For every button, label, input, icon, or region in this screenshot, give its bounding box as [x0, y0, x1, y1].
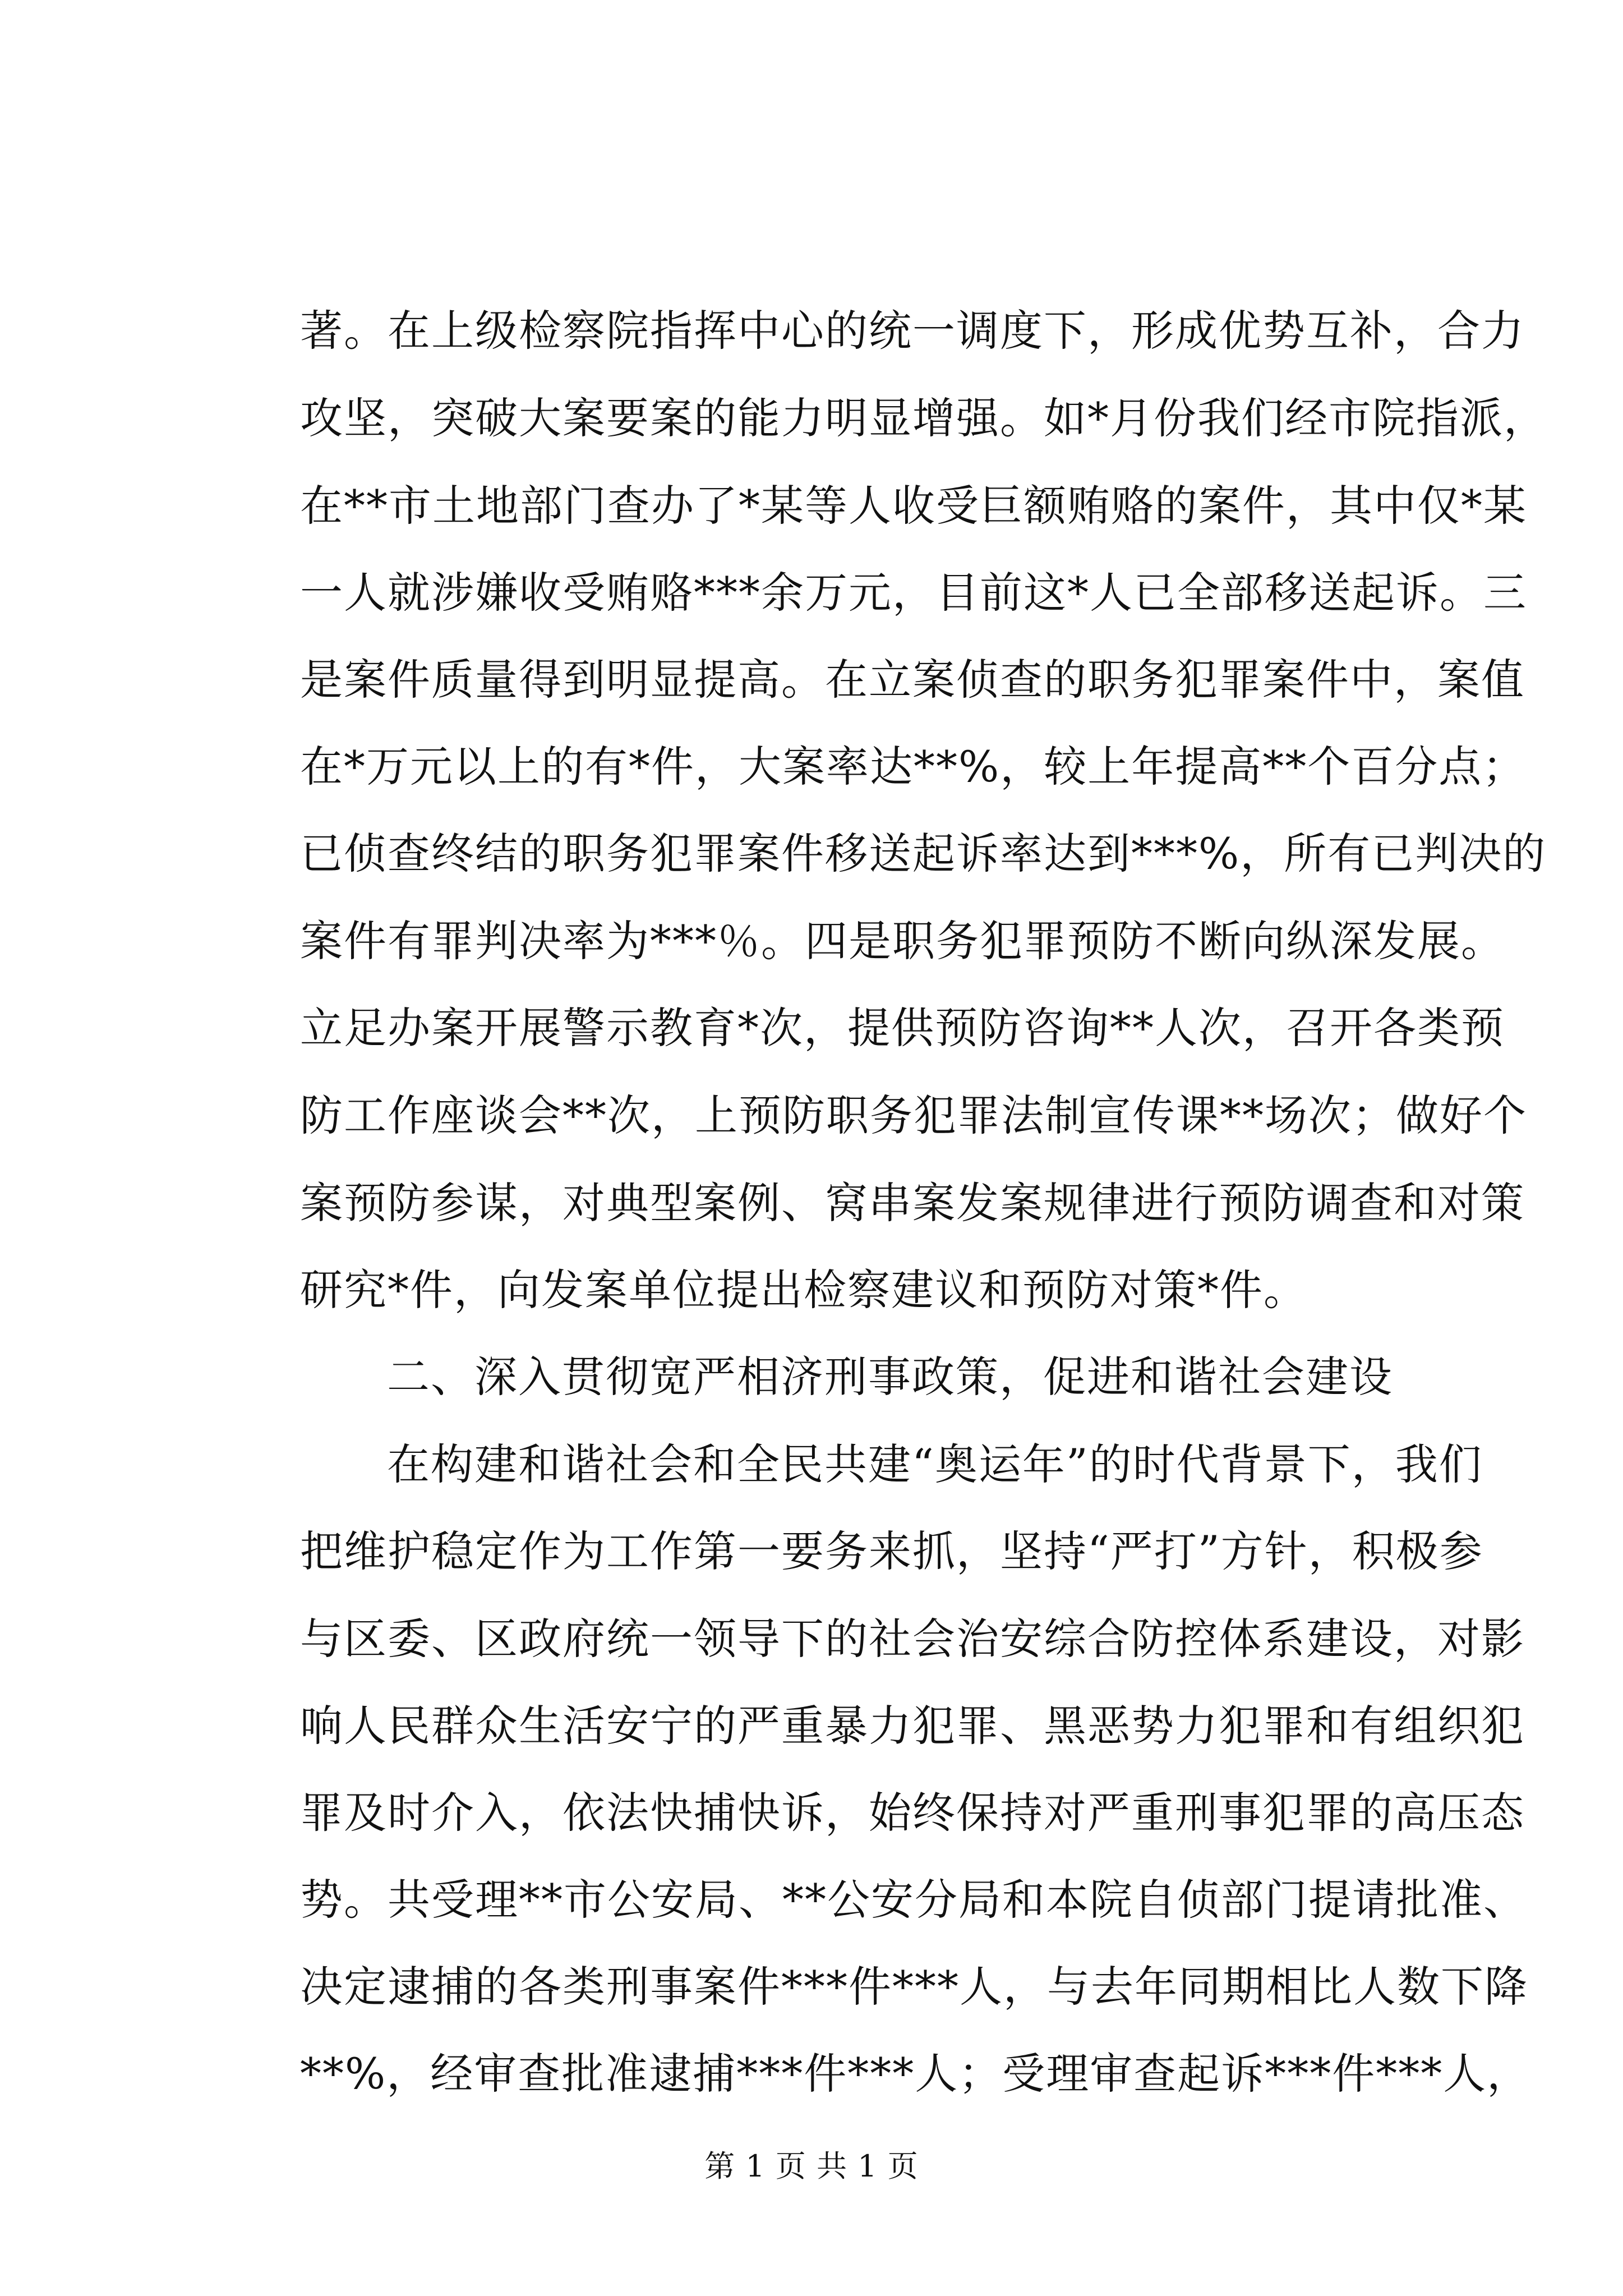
body-line-11: 案预防参谋，对典型案例、窝串案发案规律进行预防调查和对策 — [300, 1178, 1525, 1228]
body-line-18: 罪及时介入，依法快捕快诉，始终保持对严重刑事犯罪的高压态 — [300, 1788, 1525, 1838]
body-line-1: 著。在上级检察院指挥中心的统一调度下，形成优势互补，合力 — [300, 306, 1525, 356]
body-line-14: 在构建和谐社会和全民共建“奥运年”的时代背景下，我们 — [387, 1439, 1483, 1489]
body-line-15: 把维护稳定作为工作第一要务来抓，坚持“严打”方针，积极参 — [300, 1526, 1483, 1576]
body-line-10: 防工作座谈会**次，上预防职务犯罪法制宣传课**场次；做好个 — [300, 1091, 1527, 1140]
page-number-footer: 第 1 页 共 1 页 — [704, 2148, 919, 2184]
section-heading: 二、深入贯彻宽严相济刑事政策，促进和谐社会建设 — [387, 1352, 1393, 1402]
body-line-17: 响人民群众生活安宁的严重暴力犯罪、黑恶势力犯罪和有组织犯 — [300, 1701, 1525, 1751]
body-line-20: 决定逮捕的各类刑事案件***件***人，与去年同期相比人数下降 — [300, 1962, 1528, 2012]
body-line-16: 与区委、区政府统一领导下的社会治安综合防控体系建设，对影 — [300, 1614, 1525, 1664]
body-line-6: 在*万元以上的有*件，大案率达**%，较上年提高**个百分点； — [300, 742, 1527, 792]
body-line-3: 在**市土地部门查办了*某等人收受巨额贿赂的案件，其中仅*某 — [300, 481, 1527, 531]
body-line-8: 案件有罪判决率为***％。四是职务犯罪预防不断向纵深发展。 — [300, 916, 1505, 966]
body-line-9: 立足办案开展警示教育*次，提供预防咨询**人次，召开各类预 — [300, 1003, 1505, 1053]
body-line-5: 是案件质量得到明显提高。在立案侦查的职务犯罪案件中，案值 — [300, 655, 1525, 705]
body-line-2: 攻坚，突破大案要案的能力明显增强。如*月份我们经市院指派， — [300, 393, 1547, 443]
body-line-4: 一人就涉嫌收受贿赂***余万元，目前这*人已全部移送起诉。三 — [300, 568, 1527, 618]
body-line-7: 已侦查终结的职务犯罪案件移送起诉率达到***%，所有已判决的 — [300, 829, 1547, 878]
body-line-12: 研究*件，向发案单位提出检察建议和预防对策*件。 — [300, 1265, 1307, 1315]
body-line-21: **%，经审查批准逮捕***件***人；受理审查起诉***件***人， — [300, 2049, 1531, 2099]
body-line-19: 势。共受理**市公安局、**公安分局和本院自侦部门提请批准、 — [300, 1875, 1527, 1925]
